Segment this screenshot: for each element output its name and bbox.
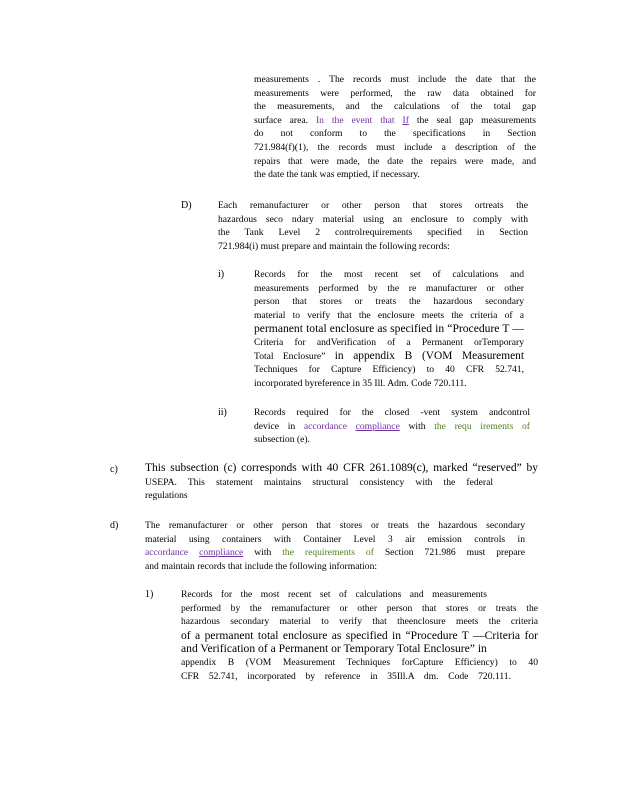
text-line-large: and Verification of a Permanent or Temporary Total Enclosure” in [181,642,487,656]
text-line: 721.984(i) must prepare and maintain the following records: [218,240,450,252]
text-line: hazardous seco ndary material using an enclosure to comply with [218,213,528,225]
text-line: Records for the most recent set of calculations and measurements [181,589,487,600]
text-fragment: Section 721.986 must prepare [384,547,525,559]
text-fragment: device in [254,420,296,432]
item-i-text [254,268,524,390]
text-line: The remanufacturer or other person that stores or treats the hazardous secondary [145,520,525,531]
text-line: USEPA. This statement maintains structural consistency with the federal [145,476,493,488]
text-line: Each remanufacturer or other person that stores ortreats the [218,200,528,211]
text-line: performed by the remanufacturer or other person that stores or treats the [181,602,538,614]
text-line: measurements . The records must include the date that the [254,74,536,85]
text-line: appendix B (VOM Measurement Techniques forCapture Efficiency) to 40 [181,656,538,668]
item-label-c: c) [110,464,118,475]
text-fragment: Total Enclosure” [254,350,326,362]
inserted-word: accordance [303,420,347,432]
item-d-text [145,519,525,573]
struck-word: compliance [199,547,244,559]
struck-text: If [402,114,409,126]
text-line-mixed [145,546,525,560]
inserted-green-text: the requirements of [282,547,374,559]
text-line: and maintain records that include the following information: [145,560,378,572]
text-line: material to verify that the enclosure meets the criteria of a [254,309,524,321]
item-1-text [181,588,538,683]
text-line: hazardous secondary material to verify that theenclosure meets the criteria [181,616,538,628]
item-label-ii: ii) [218,407,227,418]
text-line: subsection (e). [254,434,310,446]
item-label-d: d) [110,520,119,531]
text-line-large: This subsection (c) corresponds with 40 CFR 261.1089(c), marked “reserved” by [145,462,538,474]
text-fragment-large: in appendix B (VOM Measurement [334,349,525,362]
text-line-mixed [254,420,530,434]
text-line: the measurements, and the calculations of the total gap [254,101,536,113]
text-line-mixed [254,350,524,364]
text-line: the date the tank was emptied, if necessary. [254,169,420,181]
item-label-i: i) [218,269,225,280]
text-line: incorporated byreference in 35 Ill. Adm. Code 720.111. [254,377,467,389]
text-line: Techniques for Capture Efficiency) to 40 CFR 52.741, [254,364,524,376]
inserted-green-text: the requ irements of [434,420,530,432]
text-fragment: with [408,420,426,432]
text-line: measurements performed by the re manufacturer or other [254,282,524,294]
text-line: person that stores or treats the hazardous secondary [254,296,524,308]
text-line: measurements were performed, the raw data obtained for [254,87,536,99]
text-line: 721.984(f)(1), the records must include a description of the [254,141,536,153]
text-line: Criteria for andVerification of a Permanent orTemporary [254,336,524,348]
text-line-large: permanent total enclosure as specified in “Procedure T — [254,322,524,336]
text-fragment: the seal gap measurements [416,114,537,126]
inserted-word: accordance [145,547,189,559]
item-label-1: 1) [145,589,154,600]
item-ii-text [254,406,530,447]
text-line: CFR 52.741, incorporated by reference in 35Ill.A dm. Code 720.111. [181,670,511,682]
inserted-text: In the event that [315,114,395,126]
text-fragment: surface area. [254,114,308,126]
item-D-text [218,199,528,253]
item-c-text [145,462,538,503]
text-line-mixed [254,114,536,128]
text-fragment: with [254,547,272,559]
text-line: Records required for the closed -vent system andcontrol [254,407,530,418]
text-line: the Tank Level 2 controlrequirements specified in Section [218,227,528,239]
text-line: do not conform to the specifications in Section [254,128,536,140]
text-line: Records for the most recent set of calculations and [254,269,524,280]
text-line: regulations [145,490,188,502]
text-line: material using containers with Container Level 3 air emission controls in [145,533,525,545]
paragraph-continuation [254,73,536,182]
item-label-D: D) [181,200,192,211]
text-line: repairs that were made, the date the repairs were made, and [254,155,536,167]
struck-word: compliance [355,420,400,432]
text-line-large: of a permanent total enclosure as specified in “Procedure T —Criteria for [181,628,538,642]
